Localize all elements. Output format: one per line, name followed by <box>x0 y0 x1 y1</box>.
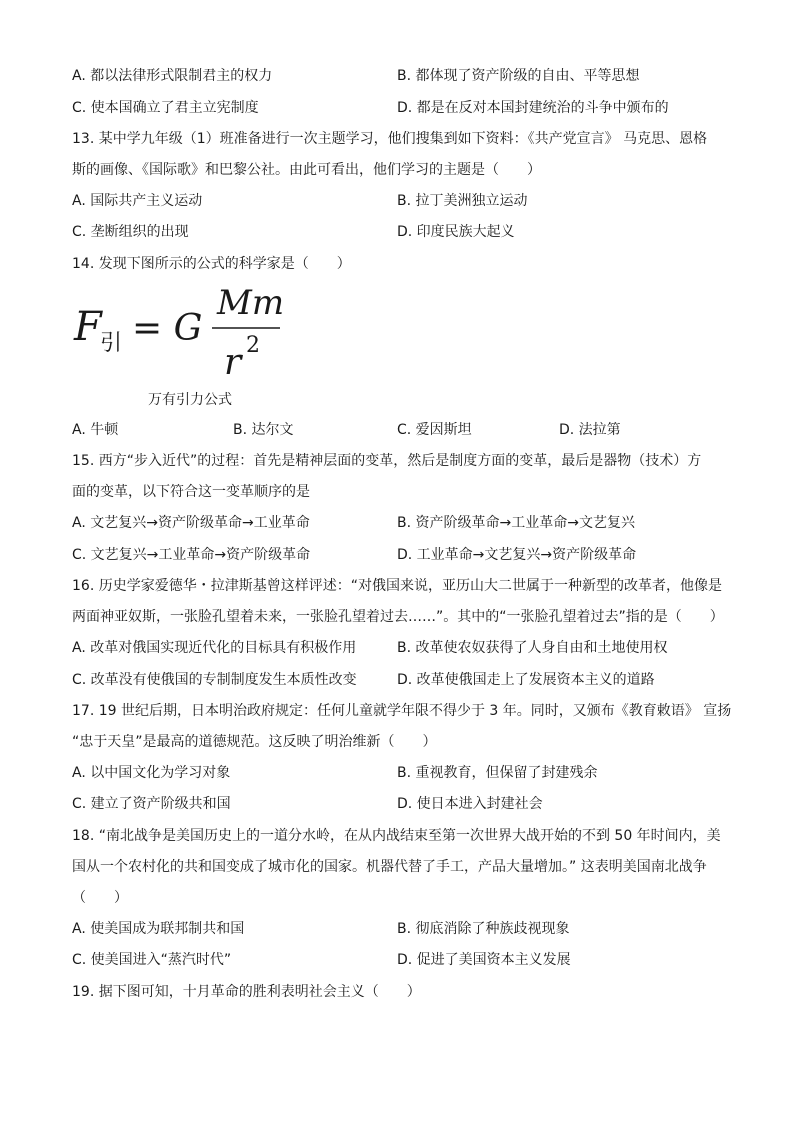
formula-caption: 万有引力公式 <box>148 392 232 408</box>
q13-option-a: A. 国际共产主义运动 <box>72 193 203 209</box>
q14-option-a: A. 牛顿 <box>72 422 119 438</box>
question-14-line-1: 14. 发现下图所示的公式的科学家是（ ） <box>72 256 351 272</box>
q15-option-b: B. 资产阶级革命→工业革命→文艺复兴 <box>397 515 635 531</box>
q17-option-c: C. 建立了资产阶级共和国 <box>72 796 231 812</box>
formula-exponent: 2 <box>246 333 260 358</box>
question-18-line-1: 18. “南北战争是美国历史上的一道分水岭，在从内战结束至第一次世界大战开始的不到 50 年时间内，美 <box>72 828 721 844</box>
question-18-line-3: （ ） <box>72 890 128 906</box>
q15-option-d: D. 工业革命→文艺复兴→资产阶级革命 <box>397 547 637 563</box>
q12-option-b: B. 都体现了资产阶级的自由、平等思想 <box>397 68 640 84</box>
q13-option-d: D. 印度民族大起义 <box>397 224 515 240</box>
q13-option-b: B. 拉丁美洲独立运动 <box>397 193 528 209</box>
q14-option-b: B. 达尔文 <box>233 422 294 438</box>
q13-option-c: C. 垄断组织的出现 <box>72 224 189 240</box>
q12-option-c: C. 使本国确立了君主立宪制度 <box>72 100 259 116</box>
question-17-line-1: 17. 19 世纪后期，日本明治政府规定：任何儿童就学年限不得少于 3 年。同时，又颁布《教育敕语》 宣扬 <box>72 703 732 719</box>
q15-option-a: A. 文艺复兴→资产阶级革命→工业革命 <box>72 515 310 531</box>
q17-option-a: A. 以中国文化为学习对象 <box>72 765 231 781</box>
q16-option-d: D. 改革使俄国走上了发展资本主义的道路 <box>397 672 655 688</box>
question-19-line-1: 19. 据下图可知，十月革命的胜利表明社会主义（ ） <box>72 984 421 1000</box>
q16-option-c: C. 改革没有使俄国的专制制度发生本质性改变 <box>72 672 357 688</box>
formula-subscript: 引 <box>100 331 123 356</box>
q16-option-b: B. 改革使农奴获得了人身自由和土地使用权 <box>397 640 668 656</box>
q17-option-b: B. 重视教育，但保留了封建残余 <box>397 765 598 781</box>
question-16-line-2: 两面神亚奴斯，一张脸孔望着未来，一张脸孔望着过去……”。其中的“一张脸孔望着过去”指的是（ ） <box>72 609 724 625</box>
formula-f: F <box>74 304 102 350</box>
q17-option-d: D. 使日本进入封建社会 <box>397 796 543 812</box>
q18-option-d: D. 促进了美国资本主义发展 <box>397 952 571 968</box>
formula-equals-g: = G <box>132 308 203 349</box>
question-16-line-1: 16. 历史学家爱德华・拉津斯基曾这样评述：“对俄国来说，亚历山大二世属于一种新型的改革者，他像是 <box>72 578 722 594</box>
q16-option-a: A. 改革对俄国实现近代化的目标具有积极作用 <box>72 640 357 656</box>
question-18-line-2: 国从一个农村化的共和国变成了城市化的国家。机器代替了手工，产品大量增加。” 这表明美国南北战争 <box>72 859 707 875</box>
q18-option-a: A. 使美国成为联邦制共和国 <box>72 921 245 937</box>
q12-option-a: A. 都以法律形式限制君主的权力 <box>72 68 273 84</box>
question-17-line-2: “忠于天皇”是最高的道德规范。这反映了明治维新（ ） <box>72 734 437 750</box>
formula-numerator: Mm <box>217 288 285 323</box>
question-13-line-1: 13. 某中学九年级（1）班准备进行一次主题学习，他们搜集到如下资料：《共产党宣言》 马克思、恩格 <box>72 131 708 147</box>
question-15-line-1: 15. 西方“步入近代”的过程：首先是精神层面的变革，然后是制度方面的变革，最后是器物（技术）方 <box>72 453 702 469</box>
q15-option-c: C. 文艺复兴→工业革命→资产阶级革命 <box>72 547 311 563</box>
q18-option-c: C. 使美国进入“蒸汽时代” <box>72 952 232 968</box>
q12-option-d: D. 都是在反对本国封建统治的斗争中颁布的 <box>397 100 669 116</box>
gravitation-formula <box>72 288 312 378</box>
formula-denominator: r <box>224 342 242 378</box>
question-13-line-2: 斯的画像、《国际歌》和巴黎公社。由此可看出，他们学习的主题是（ ） <box>72 162 541 178</box>
question-15-line-2: 面的变革，以下符合这一变革顺序的是 <box>72 484 310 500</box>
q14-option-d: D. 法拉第 <box>559 422 621 438</box>
q18-option-b: B. 彻底消除了种族歧视现象 <box>397 921 570 937</box>
q14-option-c: C. 爱因斯坦 <box>397 422 472 438</box>
